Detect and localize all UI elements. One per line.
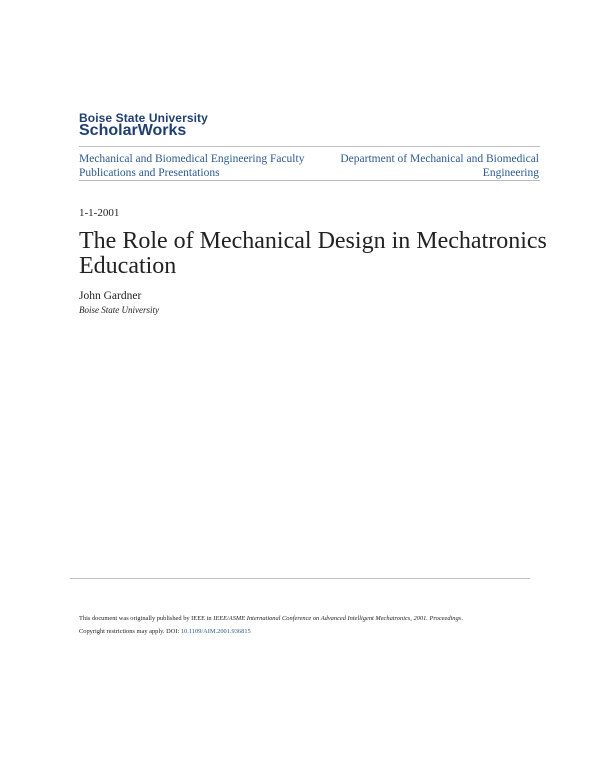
doi-link[interactable]: 10.1109/AIM.2001.936815 bbox=[180, 628, 251, 635]
collection-link-faculty-publications[interactable] bbox=[79, 152, 319, 180]
author-affiliation: Boise State University bbox=[79, 305, 159, 315]
footer-note bbox=[79, 612, 549, 638]
article-title-line-2: Education bbox=[79, 253, 177, 279]
collection-link-line-1: Mechanical and Biomedical Engineering Faculty bbox=[79, 153, 305, 165]
department-link-line-1: Department of Mechanical and Biomedical bbox=[340, 153, 539, 165]
university-name: Boise State University bbox=[79, 111, 208, 125]
header-divider-top bbox=[79, 146, 540, 147]
footer-prefix: This document was originally published by IEEE in bbox=[79, 615, 214, 622]
author-name: John Gardner bbox=[79, 290, 142, 302]
header-divider-bottom bbox=[79, 180, 540, 181]
article-title-line-1: The Role of Mechanical Design in Mechatronics bbox=[79, 228, 547, 254]
footer-copyright: Copyright restrictions may apply. DOI: bbox=[79, 628, 181, 635]
department-link-line-2: Engineering bbox=[482, 167, 539, 179]
footer-suffix: . bbox=[461, 615, 463, 622]
article-title bbox=[79, 229, 549, 279]
collection-link-department[interactable] bbox=[319, 152, 539, 180]
collection-link-line-2: Publications and Presentations bbox=[79, 167, 220, 179]
repository-name[interactable]: ScholarWorks bbox=[79, 122, 187, 139]
footer-source: IEEE/ASME International Conference on Advanced Intelligent Mechatronics, 2001. Proceedings bbox=[213, 615, 462, 622]
footer-divider bbox=[70, 578, 530, 579]
publication-date: 1-1-2001 bbox=[79, 207, 120, 219]
